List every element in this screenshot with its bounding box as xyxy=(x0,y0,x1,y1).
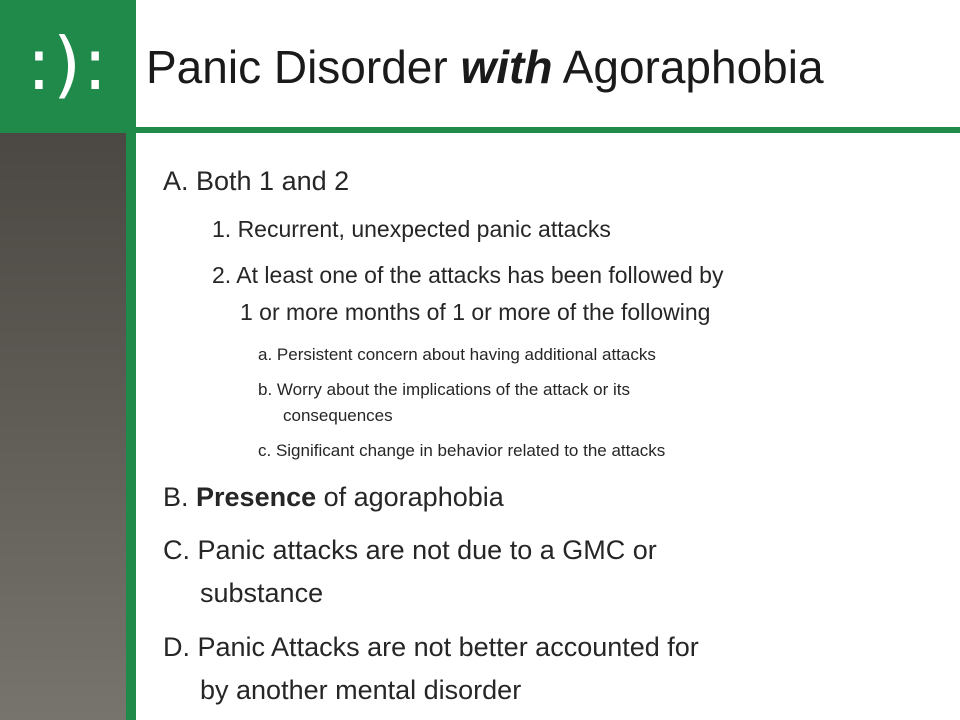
criterion-a: A. Both 1 and 2 xyxy=(163,166,350,196)
criterion-b-emphasis: Presence xyxy=(196,482,317,512)
criterion-a-sub-c: c. Significant change in behavior related to the attacks xyxy=(258,441,666,460)
title-underline xyxy=(136,127,960,133)
criterion-b xyxy=(163,482,504,513)
criterion-a-sub-b-line-1: b. Worry about the implications of the attack or its xyxy=(258,380,630,399)
criterion-b-prefix: B. xyxy=(163,482,197,512)
criterion-a-sub-b-line-2: consequences xyxy=(283,406,393,425)
criterion-b-suffix: of agoraphobia xyxy=(316,482,504,512)
title-emphasis: with xyxy=(460,41,553,93)
criterion-d-line-2: by another mental disorder xyxy=(200,675,522,705)
criterion-a-item-2-line-2: 1 or more months of 1 or more of the following xyxy=(240,299,711,325)
criterion-c-line-1: C. Panic attacks are not due to a GMC or xyxy=(163,535,657,565)
criterion-d-line-1: D. Panic Attacks are not better accounted for xyxy=(163,632,699,662)
title-part-1: Panic Disorder xyxy=(146,41,461,93)
logo-block xyxy=(0,0,136,133)
criterion-a-item-2-line-1: 2. At least one of the attacks has been followed by xyxy=(212,262,724,288)
sidebar-accent-stripe xyxy=(126,133,136,720)
sidebar-decoration xyxy=(0,133,126,720)
smiley-logo: :): xyxy=(26,21,110,106)
title-part-2: Agoraphobia xyxy=(552,41,824,93)
slide-title xyxy=(146,40,824,94)
criterion-a-sub-a: a. Persistent concern about having additional attacks xyxy=(258,345,656,364)
criterion-c-line-2: substance xyxy=(200,578,324,608)
criterion-a-item-1: 1. Recurrent, unexpected panic attacks xyxy=(212,216,611,242)
